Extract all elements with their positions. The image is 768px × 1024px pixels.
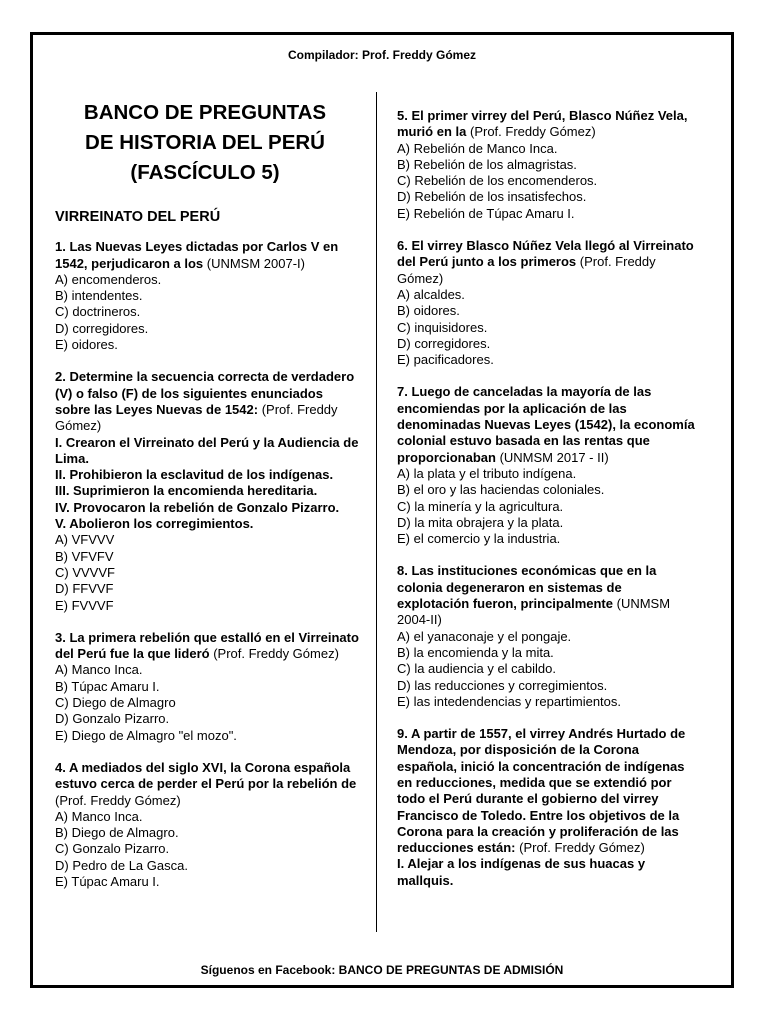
column-divider — [376, 92, 377, 932]
page-frame — [30, 32, 734, 988]
question-stem: 6. El virrey Blasco Núñez Vela llegó al Virreinato del Perú junto a los primeros — [397, 238, 694, 270]
question-source: (UNMSM 2017 - II) — [499, 449, 609, 465]
title-line-3: (FASCÍCULO 5) — [130, 161, 280, 184]
question-4 — [55, 760, 361, 890]
question-source: (Prof. Freddy Gómez) — [55, 401, 338, 434]
compiler-header: Compilador: Prof. Freddy Gómez — [287, 48, 476, 62]
question-source: (Prof. Freddy Gómez) — [55, 792, 181, 808]
option: C) la minería y la agricultura. — [397, 498, 564, 514]
title-line-2: DE HISTORIA DEL PERÚ — [85, 131, 325, 154]
question-stem: 5. El primer virrey del Perú, Blasco Núñez Vela, murió en la — [397, 108, 688, 140]
statement: III. Suprimieron la encomienda hereditaria. — [55, 483, 318, 499]
option: C) inquisidores. — [397, 319, 488, 335]
option: E) el comercio y la industria. — [397, 531, 561, 547]
option: A) la plata y el tributo indígena. — [397, 465, 577, 481]
question-7 — [397, 384, 697, 547]
question-stem: 8. Las instituciones económicas que en la colonia degeneraron en sistemas de explotación fueron, principalmente — [397, 563, 657, 612]
question-1 — [55, 239, 361, 353]
option: E) las intedendencias y repartimientos. — [397, 693, 622, 709]
option: C) Rebelión de los encomenderos. — [397, 173, 598, 189]
page-title — [55, 98, 361, 188]
option: A) VFVVV — [55, 532, 115, 548]
statement: I. Alejar a los indígenas de sus huacas y mallquis. — [397, 856, 646, 888]
option: D) la mita obrajera y la plata. — [397, 514, 564, 530]
option: A) Rebelión de Manco Inca. — [397, 140, 558, 156]
question-stem: 9. A partir de 1557, el virrey Andrés Hurtado de Mendoza, por disposición de la Corona española, inició la concentración de indígenas en reducciones, medida que se extendió por todo el Perú durante el gobierno del virrey Francisco de Toledo. Entre los objetivos de la Corona para la creación y proliferación de las reducciones están: — [397, 726, 686, 856]
option: C) Gonzalo Pizarro. — [55, 841, 170, 857]
statement: II. Prohibieron la esclavitud de los indígenas. — [55, 467, 334, 483]
section-heading: VIRREINATO DEL PERÚ — [55, 209, 221, 225]
question-8 — [397, 563, 697, 710]
option: A) encomenderos. — [55, 271, 162, 287]
statement: IV. Provocaron la rebelión de Gonzalo Pizarro. — [55, 499, 340, 515]
question-stem: 3. La primera rebelión que estalló en el Virreinato del Perú fue la que lideró — [55, 629, 359, 662]
option: B) la encomienda y la mita. — [397, 644, 554, 660]
option: D) Rebelión de los insatisfechos. — [397, 189, 587, 205]
facebook-footer: Síguenos en Facebook: BANCO DE PREGUNTAS DE ADMISIÓN — [200, 963, 564, 977]
title-line-1: BANCO DE PREGUNTAS — [83, 101, 327, 124]
question-source: (UNMSM 2004-II) — [397, 596, 671, 628]
question-stem: 4. A mediados del siglo XVI, la Corona española estuvo cerca de perder el Perú por la rebelión de — [55, 759, 357, 792]
option: B) el oro y las haciendas coloniales. — [397, 482, 605, 498]
option: E) Túpac Amaru I. — [55, 873, 160, 889]
option: C) la audiencia y el cabildo. — [397, 661, 556, 677]
option: B) Túpac Amaru I. — [55, 678, 160, 694]
question-source: (Prof. Freddy Gómez) — [469, 124, 596, 140]
left-column — [55, 90, 361, 906]
question-stem: 2. Determine la secuencia correcta de verdadero (V) o falso (F) de los siguientes enunciados sobre las Leyes Nuevas de 1542: — [55, 369, 355, 417]
option: B) VFVFV — [55, 548, 114, 564]
option: E) Rebelión de Túpac Amaru I. — [397, 205, 575, 221]
option: D) las reducciones y corregimientos. — [397, 677, 608, 693]
question-6 — [397, 238, 697, 368]
option: C) VVVVF — [55, 564, 115, 580]
option: A) el yanaconaje y el pongaje. — [397, 628, 572, 644]
option: E) FVVVF — [55, 597, 114, 613]
option: B) Rebelión de los almagristas. — [397, 156, 577, 172]
option: B) Diego de Almagro. — [55, 825, 179, 841]
question-2 — [55, 369, 361, 613]
question-9 — [397, 726, 697, 889]
question-3 — [55, 630, 361, 744]
option: D) corregidores. — [55, 320, 149, 336]
option: D) corregidores. — [397, 335, 491, 351]
option: E) Diego de Almagro "el mozo". — [55, 727, 237, 743]
option: E) pacificadores. — [397, 352, 494, 368]
option: D) Pedro de La Gasca. — [55, 857, 188, 873]
question-5 — [397, 108, 697, 222]
statement: V. Abolieron los corregimientos. — [55, 516, 254, 532]
question-source: (Prof. Freddy Gómez) — [519, 840, 645, 856]
question-source: (UNMSM 2007-I) — [206, 255, 305, 271]
right-column — [397, 90, 697, 905]
question-source: (Prof. Freddy Gómez) — [213, 646, 339, 662]
option: C) doctrineros. — [55, 304, 141, 320]
option: A) Manco Inca. — [55, 808, 143, 824]
question-stem: 1. Las Nuevas Leyes dictadas por Carlos V en 1542, perjudicaron a los — [55, 239, 339, 271]
question-stem: 7. Luego de canceladas la mayoría de las encomiendas por la aplicación de las denominadas Nuevas Leyes (1542), la economía colonial estuvo basada en las rentas que proporcionaban — [397, 384, 695, 465]
option: D) FFVVF — [55, 581, 114, 597]
option: C) Diego de Almagro — [55, 695, 176, 711]
option: B) oidores. — [397, 303, 460, 319]
option: D) Gonzalo Pizarro. — [55, 711, 170, 727]
option: B) intendentes. — [55, 288, 143, 304]
option: A) alcaldes. — [397, 286, 465, 302]
option: A) Manco Inca. — [55, 662, 143, 678]
question-source: (Prof. Freddy Gómez) — [397, 254, 656, 286]
option: E) oidores. — [55, 337, 118, 353]
statement: I. Crearon el Virreinato del Perú y la Audiencia de Lima. — [55, 434, 359, 466]
